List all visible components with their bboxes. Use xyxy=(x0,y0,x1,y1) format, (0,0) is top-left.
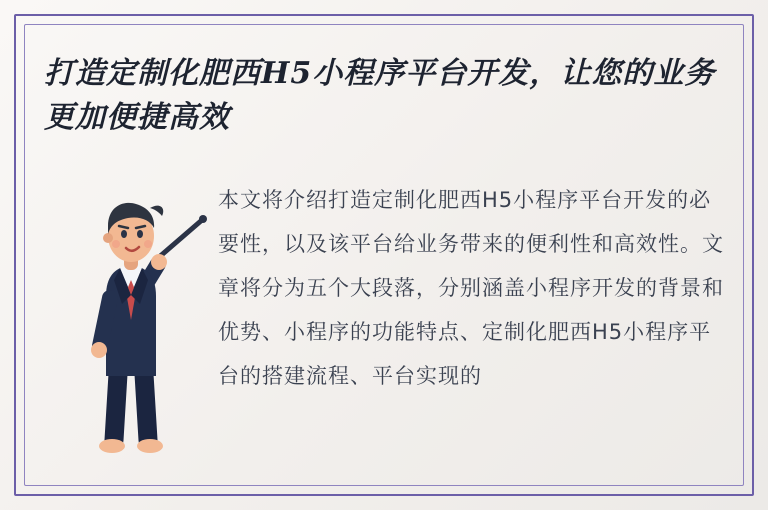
poster-title: 打造定制化肥西H5小程序平台开发，让您的业务更加便捷高效 xyxy=(44,56,716,135)
businessman-with-pointer-illustration xyxy=(62,168,222,468)
poster-body-text: 本文将介绍打造定制化肥西H5小程序平台开发的必要性，以及该平台给业务带来的便利性和高效性。文章将分为五个大段落，分别涵盖小程序开发的背景和优势、小程序的功能特点、定制化肥西H5小程序平台的搭建流程、平台实现的 xyxy=(218,188,724,388)
